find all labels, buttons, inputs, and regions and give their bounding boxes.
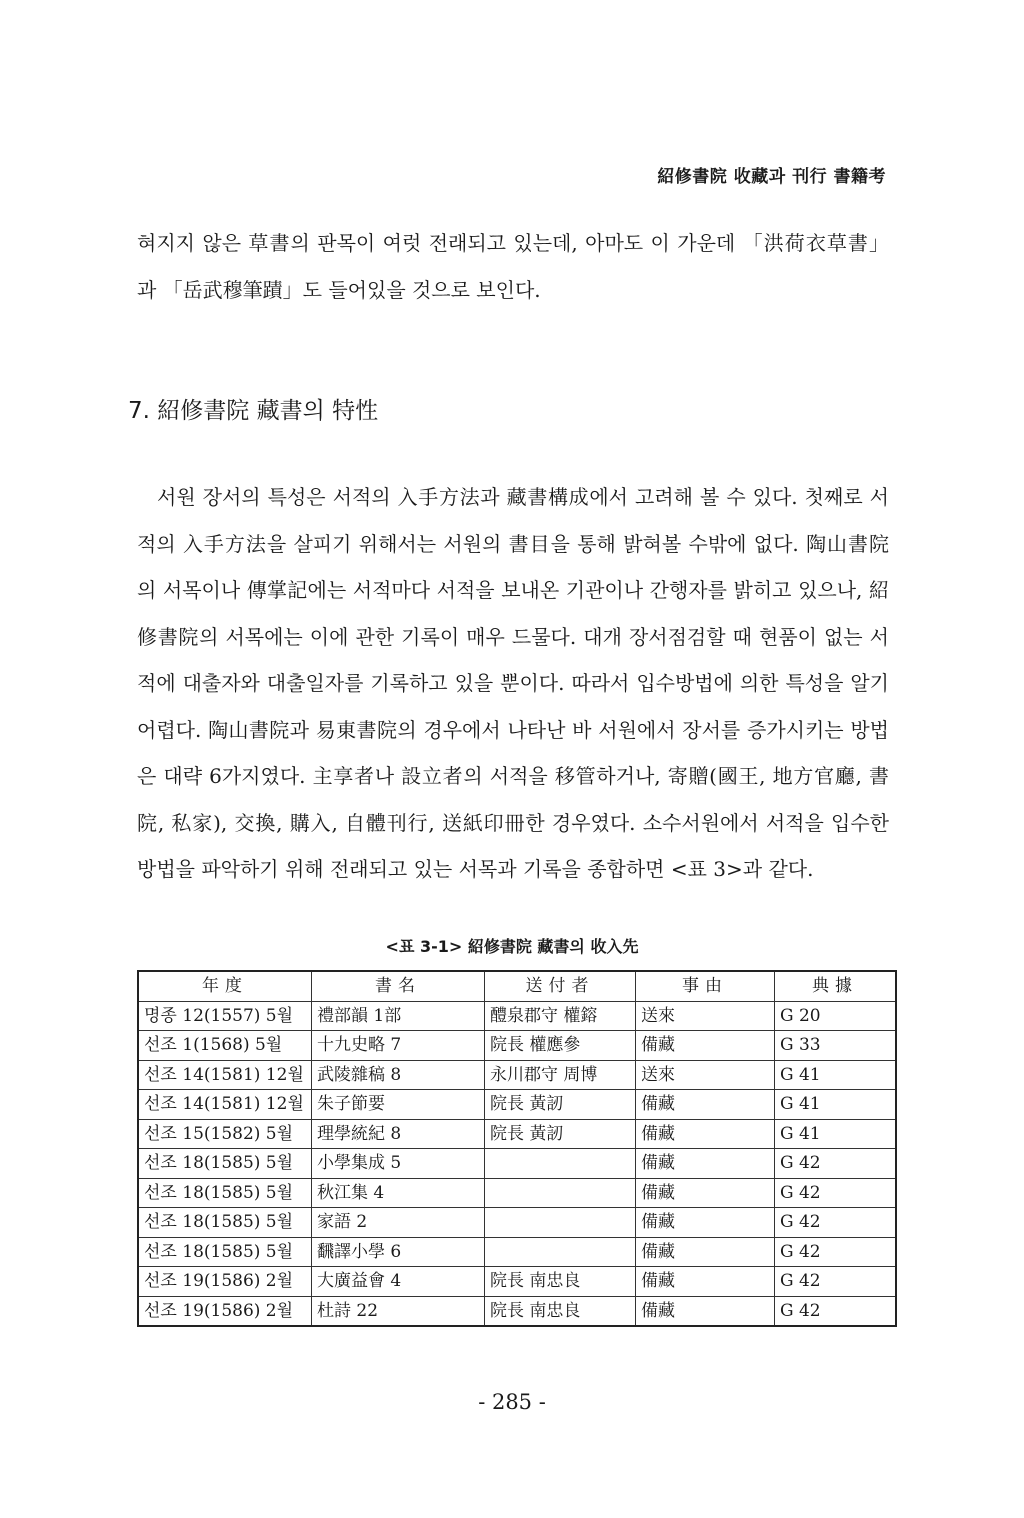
table-row (138, 1296, 896, 1326)
cell-sender: 院長 權應參 (485, 1031, 636, 1061)
cell-sender: 醴泉郡守 權鎔 (485, 1001, 636, 1031)
cell-book-title: 秋江集 4 (312, 1178, 485, 1208)
cell-year: 명종 12(1557) 5월 (138, 1001, 312, 1031)
cell-book-title: 十九史略 7 (312, 1031, 485, 1061)
table-row (138, 1060, 896, 1090)
section-paragraph: 서원 장서의 특성은 서적의 入手方法과 藏書構成에서 고려해 볼 수 있다. 첫째로 서적의 入手方法을 살피기 위해서는 서원의 書目을 통해 밝혀볼 수밖에 없다. 陶山書院의 서목이나 傳掌記에는 서적마다 서적을 보내온 기관이나 간행자를 밝히고 있으나, 紹修書院의 서목에는 이에 관한 기록이 매우 드물다. 대개 장서점검할 때 현품이 없는 서적에 대출자와 대출일자를 기록하고 있을 뿐이다. 따라서 입수방법에 의한 특성을 알기 어렵다. 陶山書院과 易東書院의 경우에서 나타난 바 서원에서 장서를 증가시키는 방법은 대략 6가지였다. 主享者나 設立者의 서적을 移管하거나, 寄贈(國王, 地方官廳, 書院, 私家), 交換, 購入, 自體刊行, 送紙印冊한 경우였다. 소수서원에서 서적을 입수한 방법을 파악하기 위해 전래되고 있는 서목과 기록을 종합하면 <표 3>과 같다. (137, 485, 889, 881)
table-row (138, 1031, 896, 1061)
cell-reference: G 42 (775, 1208, 897, 1238)
section-title: 7. 紹修書院 藏書의 特性 (128, 398, 379, 424)
cell-reason: 備藏 (636, 1090, 775, 1120)
table-row (138, 1149, 896, 1179)
cell-reason: 備藏 (636, 1031, 775, 1061)
cell-year: 선조 19(1586) 2월 (138, 1296, 312, 1326)
table-caption: <표 3-1> 紹修書院 藏書의 收入先 (385, 937, 639, 956)
cell-book-title: 小學集成 5 (312, 1149, 485, 1179)
page-number: - 285 - (478, 1390, 546, 1414)
cell-reference: G 42 (775, 1178, 897, 1208)
cell-sender: 院長 黃訒 (485, 1090, 636, 1120)
cell-year: 선조 14(1581) 12월 (138, 1060, 312, 1090)
cell-year: 선조 19(1586) 2월 (138, 1267, 312, 1297)
cell-sender: 永川郡守 周博 (485, 1060, 636, 1090)
cell-reference: G 41 (775, 1060, 897, 1090)
cell-year: 선조 18(1585) 5월 (138, 1149, 312, 1179)
cell-reason: 備藏 (636, 1267, 775, 1297)
cell-reference: G 41 (775, 1090, 897, 1120)
cell-sender (485, 1178, 636, 1208)
cell-sender (485, 1149, 636, 1179)
cell-reason: 備藏 (636, 1149, 775, 1179)
table-row (138, 1237, 896, 1267)
table-row (138, 1001, 896, 1031)
cell-book-title: 武陵雜稿 8 (312, 1060, 485, 1090)
cell-reference: G 42 (775, 1149, 897, 1179)
table-row (138, 1267, 896, 1297)
header-year: 年度 (138, 971, 312, 1001)
cell-reason: 備藏 (636, 1208, 775, 1238)
cell-year: 선조 18(1585) 5월 (138, 1178, 312, 1208)
cell-year: 선조 18(1585) 5월 (138, 1237, 312, 1267)
cell-book-title: 理學統紀 8 (312, 1119, 485, 1149)
table-row (138, 1090, 896, 1120)
cell-book-title: 家語 2 (312, 1208, 485, 1238)
cell-book-title: 大廣益會 4 (312, 1267, 485, 1297)
cell-reason: 送來 (636, 1060, 775, 1090)
cell-year: 선조 1(1568) 5월 (138, 1031, 312, 1061)
cell-reason: 備藏 (636, 1119, 775, 1149)
cell-book-title: 朱子節要 (312, 1090, 485, 1120)
cell-reference: G 41 (775, 1119, 897, 1149)
cell-book-title: 飜譯小學 6 (312, 1237, 485, 1267)
cell-sender: 院長 黃訒 (485, 1119, 636, 1149)
cell-reference: G 33 (775, 1031, 897, 1061)
cell-sender (485, 1237, 636, 1267)
cell-year: 선조 15(1582) 5월 (138, 1119, 312, 1149)
cell-reference: G 42 (775, 1237, 897, 1267)
cell-sender (485, 1208, 636, 1238)
header-book-title: 書名 (312, 971, 485, 1001)
cell-reason: 送來 (636, 1001, 775, 1031)
acquisition-table (137, 970, 897, 1327)
cell-book-title: 禮部韻 1部 (312, 1001, 485, 1031)
cell-reference: G 42 (775, 1267, 897, 1297)
cell-year: 선조 14(1581) 12월 (138, 1090, 312, 1120)
table-row (138, 1178, 896, 1208)
cell-book-title: 杜詩 22 (312, 1296, 485, 1326)
running-header: 紹修書院 收藏과 刊行 書籍考 (657, 167, 886, 187)
cell-sender: 院長 南忠良 (485, 1296, 636, 1326)
cell-reference: G 42 (775, 1296, 897, 1326)
header-reference: 典據 (775, 971, 897, 1001)
cell-year: 선조 18(1585) 5월 (138, 1208, 312, 1238)
intro-paragraph: 혀지지 않은 草書의 판목이 여럿 전래되고 있는데, 아마도 이 가운데 「洪荷衣草書」과 「岳武穆筆蹟」도 들어있을 것으로 보인다. (137, 231, 889, 302)
header-sender: 送付者 (485, 971, 636, 1001)
cell-reason: 備藏 (636, 1178, 775, 1208)
table-header-row (138, 971, 896, 1001)
cell-reference: G 20 (775, 1001, 897, 1031)
cell-reason: 備藏 (636, 1296, 775, 1326)
cell-sender: 院長 南忠良 (485, 1267, 636, 1297)
table-row (138, 1119, 896, 1149)
table-row (138, 1208, 896, 1238)
table-body (138, 1001, 896, 1326)
header-reason: 事由 (636, 971, 775, 1001)
cell-reason: 備藏 (636, 1237, 775, 1267)
